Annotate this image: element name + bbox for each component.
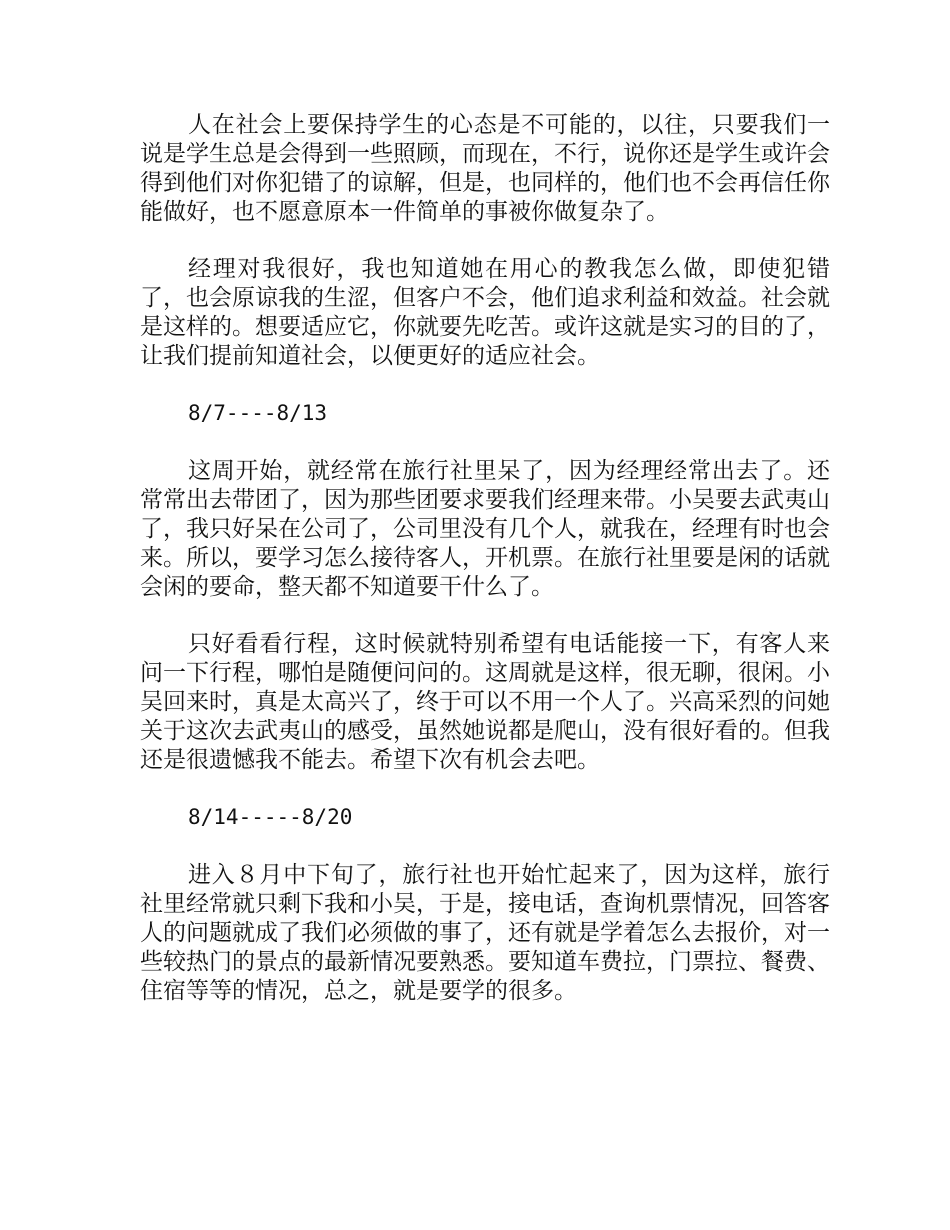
paragraph: 这周开始，就经常在旅行社里呆了，因为经理经常出去了。还常常出去带团了，因为那些团要求要我们经理来带。小吴要去武夷山了，我只好呆在公司了，公司里没有几个人，就我在，经理有时也会来。所以，要学习怎么接待客人，开机票。在旅行社里要是闲的话就会闲的要命，整天都不知道要干什么了。 (140, 458, 830, 600)
date-range-heading: 8/14-----8/20 (188, 805, 353, 829)
date-range-heading: 8/7----8/13 (188, 401, 328, 425)
paragraph: 只好看看行程，这时候就特别希望有电话能接一下，有客人来问一下行程，哪怕是随便问问的。这周就是这样，很无聊，很闲。小吴回来时，真是太高兴了，终于可以不用一个人了。兴高采烈的问她关于这次去武夷山的感受，虽然她说都是爬山，没有很好看的。但我还是很遗憾我不能去。希望下次有机会去吧。 (140, 631, 830, 773)
paragraph: 人在社会上要保持学生的心态是不可能的，以往，只要我们一说是学生总是会得到一些照顾，而现在，不行，说你还是学生或许会得到他们对你犯错了的谅解，但是，也同样的，他们也不会再信任你能做好，也不愿意原本一件简单的事被你做复杂了。 (140, 112, 830, 225)
paragraph: 经理对我很好，我也知道她在用心的教我怎么做，即使犯错了，也会原谅我的生涩，但客户不会，他们追求利益和效益。社会就是这样的。想要适应它，你就要先吃苦。或许这就是实习的目的了，让我们提前知道社会，以便更好的适应社会。 (140, 256, 830, 369)
document-page (140, 111, 830, 1034)
paragraph: 进入８月中下旬了，旅行社也开始忙起来了，因为这样，旅行社里经常就只剩下我和小吴，于是，接电话，查询机票情况，回答客人的问题就成了我们必须做的事了，还有就是学着怎么去报价，对一些较热门的景点的最新情况要熟悉。要知道车费拉，门票拉、餐费、住宿等等的情况，总之，就是要学的很多。 (140, 862, 830, 1004)
